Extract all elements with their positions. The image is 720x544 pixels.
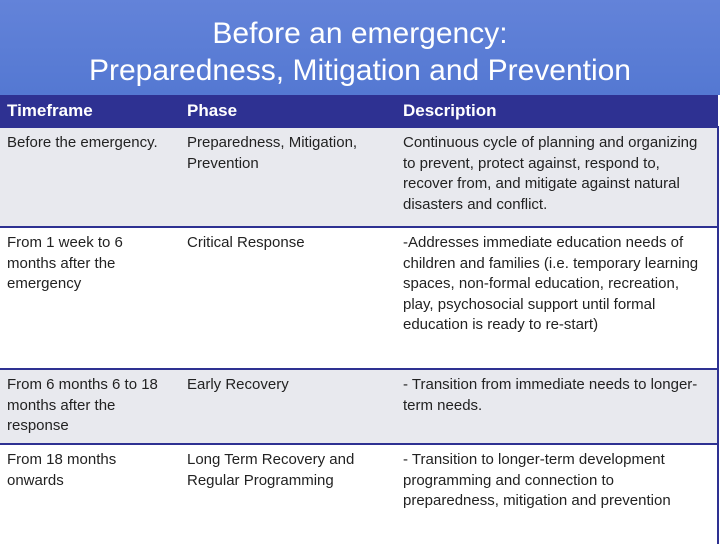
- phase-cell: Critical Response: [180, 227, 396, 369]
- table-row: [0, 227, 718, 369]
- table-row: [0, 127, 718, 227]
- title-line-2: Preparedness, Mitigation and Prevention: [89, 54, 631, 87]
- description-cell: -Addresses immediate education needs of children and families (i.e. temporary learning spaces, non-formal education, recreation, play, psychosocial support until formal education is ready to re-start): [396, 227, 718, 369]
- phase-cell: Early Recovery: [180, 369, 396, 444]
- timeframe-cell: From 18 months onwards: [0, 444, 180, 544]
- table-row: [0, 444, 718, 544]
- phases-table: [0, 95, 719, 544]
- table-row: [0, 369, 718, 444]
- timeframe-cell: From 1 week to 6 months after the emergency: [0, 227, 180, 369]
- phase-cell: Long Term Recovery and Regular Programming: [180, 444, 396, 544]
- description-cell: - Transition to longer-term development programming and connection to preparedness, mitigation and prevention: [396, 444, 718, 544]
- header-phase: Phase: [180, 95, 396, 127]
- header-timeframe: Timeframe: [0, 95, 180, 127]
- slide-title: [0, 0, 720, 95]
- title-line-1: Before an emergency:: [212, 17, 508, 50]
- header-row: [0, 95, 718, 127]
- description-cell: - Transition from immediate needs to longer-term needs.: [396, 369, 718, 444]
- phase-cell: Preparedness, Mitigation, Prevention: [180, 127, 396, 227]
- description-cell: Continuous cycle of planning and organizing to prevent, protect against, respond to, recover from, and mitigate against natural disasters and conflict.: [396, 127, 718, 227]
- timeframe-cell: From 6 months 6 to 18 months after the response: [0, 369, 180, 444]
- header-description: Description: [396, 95, 718, 127]
- timeframe-cell: Before the emergency.: [0, 127, 180, 227]
